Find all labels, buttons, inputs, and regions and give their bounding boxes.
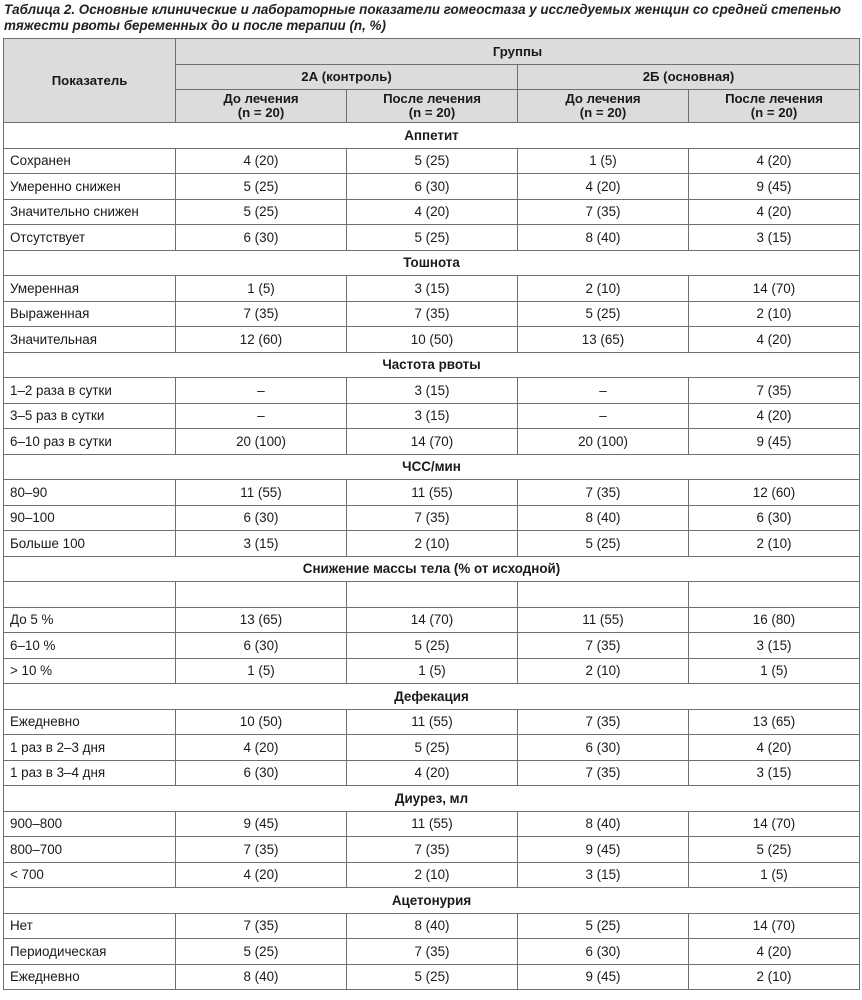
value-cell: 5 (25) <box>176 174 347 200</box>
value-cell: 14 (70) <box>689 811 860 837</box>
table-row <box>4 607 860 633</box>
value-cell: 1 (5) <box>176 276 347 302</box>
value-cell: 6 (30) <box>518 735 689 761</box>
value-cell: 13 (65) <box>176 607 347 633</box>
value-cell: 11 (55) <box>347 811 518 837</box>
section-title: ЧСС/мин <box>4 454 860 480</box>
table-row <box>4 658 860 684</box>
table-row <box>4 148 860 174</box>
table-row <box>4 403 860 429</box>
row-label: Значительная <box>4 327 176 353</box>
table-row <box>4 378 860 404</box>
value-cell <box>176 582 347 608</box>
value-cell: 5 (25) <box>518 531 689 557</box>
header-b-before <box>518 90 689 123</box>
value-cell: 7 (35) <box>518 199 689 225</box>
header-b-after-label: После лечения <box>725 91 823 106</box>
section-title: Тошнота <box>4 250 860 276</box>
table-row <box>4 633 860 659</box>
value-cell: 8 (40) <box>176 964 347 990</box>
header-b-before-label: До лечения <box>565 91 641 106</box>
value-cell: 9 (45) <box>689 174 860 200</box>
table-header <box>4 39 860 123</box>
section-row <box>4 786 860 812</box>
table-row <box>4 964 860 990</box>
value-cell: 4 (20) <box>689 939 860 965</box>
value-cell: 7 (35) <box>176 913 347 939</box>
table-row <box>4 913 860 939</box>
value-cell: 5 (25) <box>347 225 518 251</box>
row-label: Ежедневно <box>4 709 176 735</box>
table-row <box>4 225 860 251</box>
section-row <box>4 454 860 480</box>
section-title: Ацетонурия <box>4 888 860 914</box>
row-label: Периодическая <box>4 939 176 965</box>
row-label: 6–10 раз в сутки <box>4 429 176 455</box>
value-cell: 7 (35) <box>518 709 689 735</box>
row-label: Умеренная <box>4 276 176 302</box>
value-cell: 12 (60) <box>176 327 347 353</box>
value-cell: 5 (25) <box>176 939 347 965</box>
value-cell: 7 (35) <box>176 837 347 863</box>
value-cell: 1 (5) <box>689 658 860 684</box>
header-b-before-n: (n = 20) <box>579 105 627 120</box>
table-row <box>4 429 860 455</box>
value-cell: 5 (25) <box>689 837 860 863</box>
value-cell: 14 (70) <box>689 913 860 939</box>
value-cell: 20 (100) <box>176 429 347 455</box>
row-label: Выраженная <box>4 301 176 327</box>
header-a-after-n: (n = 20) <box>408 105 456 120</box>
table-row <box>4 862 860 888</box>
value-cell: 4 (20) <box>347 760 518 786</box>
table-body <box>4 123 860 990</box>
row-label: 1 раз в 2–3 дня <box>4 735 176 761</box>
table-row <box>4 480 860 506</box>
value-cell: 3 (15) <box>347 403 518 429</box>
table-row <box>4 199 860 225</box>
value-cell: 11 (55) <box>347 480 518 506</box>
section-title: Аппетит <box>4 123 860 149</box>
value-cell: 14 (70) <box>347 429 518 455</box>
value-cell: 1 (5) <box>347 658 518 684</box>
value-cell: 11 (55) <box>176 480 347 506</box>
value-cell: 3 (15) <box>689 633 860 659</box>
value-cell: 20 (100) <box>518 429 689 455</box>
value-cell: 5 (25) <box>347 964 518 990</box>
value-cell: 4 (20) <box>689 148 860 174</box>
value-cell: 1 (5) <box>518 148 689 174</box>
value-cell: 4 (20) <box>518 174 689 200</box>
value-cell: 13 (65) <box>689 709 860 735</box>
value-cell: 9 (45) <box>518 964 689 990</box>
value-cell: 6 (30) <box>176 505 347 531</box>
section-title: Частота рвоты <box>4 352 860 378</box>
value-cell <box>347 582 518 608</box>
row-label: До 5 % <box>4 607 176 633</box>
value-cell: 1 (5) <box>689 862 860 888</box>
value-cell: 3 (15) <box>518 862 689 888</box>
row-label: 900–800 <box>4 811 176 837</box>
value-cell: 8 (40) <box>347 913 518 939</box>
section-title: Снижение массы тела (% от исходной) <box>4 556 860 582</box>
value-cell: 6 (30) <box>176 633 347 659</box>
value-cell: 7 (35) <box>176 301 347 327</box>
value-cell: 3 (15) <box>347 378 518 404</box>
table-row <box>4 531 860 557</box>
value-cell: 14 (70) <box>689 276 860 302</box>
value-cell: 7 (35) <box>689 378 860 404</box>
section-title: Диурез, мл <box>4 786 860 812</box>
value-cell: 16 (80) <box>689 607 860 633</box>
value-cell: 6 (30) <box>689 505 860 531</box>
value-cell: 3 (15) <box>347 276 518 302</box>
header-a-after-label: После лечения <box>383 91 481 106</box>
section-row <box>4 684 860 710</box>
value-cell: 4 (20) <box>347 199 518 225</box>
value-cell: 4 (20) <box>176 735 347 761</box>
value-cell: 7 (35) <box>518 760 689 786</box>
section-row <box>4 888 860 914</box>
header-b-after-n: (n = 20) <box>750 105 798 120</box>
value-cell: 9 (45) <box>518 837 689 863</box>
row-label: < 700 <box>4 862 176 888</box>
value-cell: 14 (70) <box>347 607 518 633</box>
value-cell: 11 (55) <box>518 607 689 633</box>
value-cell: 10 (50) <box>176 709 347 735</box>
value-cell: 5 (25) <box>518 913 689 939</box>
value-cell: 2 (10) <box>347 531 518 557</box>
value-cell: 4 (20) <box>176 148 347 174</box>
value-cell: 5 (25) <box>347 633 518 659</box>
section-title: Дефекация <box>4 684 860 710</box>
table-row <box>4 939 860 965</box>
value-cell: 3 (15) <box>176 531 347 557</box>
value-cell: 7 (35) <box>347 505 518 531</box>
value-cell: 7 (35) <box>518 480 689 506</box>
header-a-before-n: (n = 20) <box>237 105 285 120</box>
value-cell: 6 (30) <box>176 760 347 786</box>
table-row <box>4 174 860 200</box>
row-label: Значительно снижен <box>4 199 176 225</box>
table-row <box>4 505 860 531</box>
value-cell: 6 (30) <box>347 174 518 200</box>
table-row <box>4 811 860 837</box>
value-cell: 7 (35) <box>518 633 689 659</box>
header-a-before <box>176 90 347 123</box>
row-label: Больше 100 <box>4 531 176 557</box>
header-groups: Группы <box>176 39 860 65</box>
value-cell: 4 (20) <box>689 199 860 225</box>
header-group-b: 2Б (основная) <box>518 64 860 90</box>
table-row <box>4 760 860 786</box>
row-label: Отсутствует <box>4 225 176 251</box>
section-row <box>4 250 860 276</box>
value-cell: 5 (25) <box>347 735 518 761</box>
value-cell: 2 (10) <box>347 862 518 888</box>
value-cell: 2 (10) <box>689 301 860 327</box>
row-label: 800–700 <box>4 837 176 863</box>
value-cell: – <box>176 378 347 404</box>
value-cell: – <box>176 403 347 429</box>
table-row <box>4 301 860 327</box>
value-cell: 8 (40) <box>518 811 689 837</box>
value-cell: – <box>518 378 689 404</box>
header-a-before-label: До лечения <box>223 91 299 106</box>
header-b-after <box>689 90 860 123</box>
value-cell: 8 (40) <box>518 225 689 251</box>
header-indicator: Показатель <box>4 39 176 123</box>
row-label: 80–90 <box>4 480 176 506</box>
table-row <box>4 327 860 353</box>
table-caption: Таблица 2. Основные клинические и лабораторные показатели гомеостаза у исследуемых женщин со средней степенью тяжести рвоты беременных до и после терапии (n, %) <box>4 2 841 33</box>
table-row <box>4 709 860 735</box>
value-cell: 4 (20) <box>689 735 860 761</box>
value-cell: 10 (50) <box>347 327 518 353</box>
row-label: 90–100 <box>4 505 176 531</box>
value-cell: – <box>518 403 689 429</box>
row-label: 1 раз в 3–4 дня <box>4 760 176 786</box>
value-cell: 2 (10) <box>518 276 689 302</box>
header-group-a: 2А (контроль) <box>176 64 518 90</box>
value-cell <box>689 582 860 608</box>
row-label <box>4 582 176 608</box>
value-cell: 8 (40) <box>518 505 689 531</box>
value-cell: 7 (35) <box>347 301 518 327</box>
header-a-after <box>347 90 518 123</box>
value-cell: 6 (30) <box>176 225 347 251</box>
row-label: Ежедневно <box>4 964 176 990</box>
value-cell: 5 (25) <box>518 301 689 327</box>
data-table <box>3 38 860 990</box>
table-row <box>4 582 860 608</box>
value-cell: 5 (25) <box>347 148 518 174</box>
value-cell: 12 (60) <box>689 480 860 506</box>
section-row <box>4 123 860 149</box>
table-row <box>4 735 860 761</box>
row-label: 3–5 раз в сутки <box>4 403 176 429</box>
section-row <box>4 352 860 378</box>
value-cell: 6 (30) <box>518 939 689 965</box>
value-cell: 2 (10) <box>689 531 860 557</box>
value-cell: 4 (20) <box>176 862 347 888</box>
row-label: > 10 % <box>4 658 176 684</box>
table-row <box>4 276 860 302</box>
row-label: Умеренно снижен <box>4 174 176 200</box>
section-row <box>4 556 860 582</box>
value-cell: 11 (55) <box>347 709 518 735</box>
value-cell: 9 (45) <box>176 811 347 837</box>
value-cell: 9 (45) <box>689 429 860 455</box>
table-row <box>4 837 860 863</box>
value-cell: 7 (35) <box>347 939 518 965</box>
value-cell: 13 (65) <box>518 327 689 353</box>
value-cell: 4 (20) <box>689 403 860 429</box>
row-label: 6–10 % <box>4 633 176 659</box>
value-cell: 2 (10) <box>689 964 860 990</box>
value-cell: 1 (5) <box>176 658 347 684</box>
value-cell: 3 (15) <box>689 760 860 786</box>
value-cell: 2 (10) <box>518 658 689 684</box>
row-label: Сохранен <box>4 148 176 174</box>
value-cell <box>518 582 689 608</box>
value-cell: 5 (25) <box>176 199 347 225</box>
value-cell: 7 (35) <box>347 837 518 863</box>
value-cell: 4 (20) <box>689 327 860 353</box>
value-cell: 3 (15) <box>689 225 860 251</box>
row-label: Нет <box>4 913 176 939</box>
row-label: 1–2 раза в сутки <box>4 378 176 404</box>
